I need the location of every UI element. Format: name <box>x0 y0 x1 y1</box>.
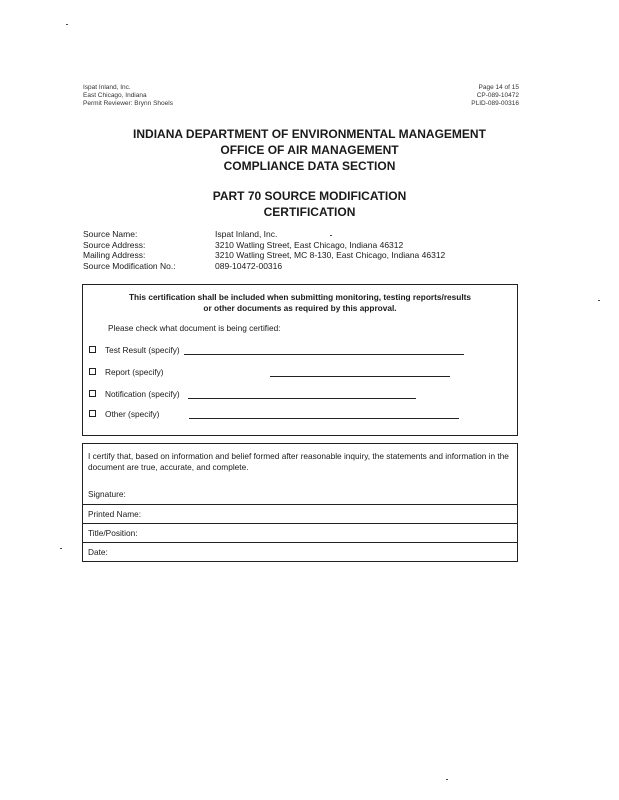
option-label: Other (specify) <box>105 409 160 419</box>
info-label: Source Modification No.: <box>83 260 176 271</box>
title-line: OFFICE OF AIR MANAGEMENT <box>220 143 399 157</box>
header-reviewer: Permit Reviewer: Brynn Shoels <box>83 100 173 107</box>
option-label: Test Result (specify) <box>105 345 180 355</box>
title-position-field[interactable]: Title/Position: <box>83 523 517 542</box>
printed-name-field[interactable]: Printed Name: <box>83 504 517 523</box>
specify-line[interactable] <box>270 367 450 377</box>
agency-title <box>0 126 619 174</box>
option-notification[interactable] <box>89 389 416 399</box>
info-value: Ispat Inland, Inc. <box>215 229 278 239</box>
checkbox[interactable] <box>89 410 96 417</box>
mailing-address-row <box>83 250 445 261</box>
header-right <box>471 84 519 108</box>
info-value: 3210 Watling Street, MC 8-130, East Chicago, Indiana 46312 <box>215 250 446 260</box>
certify-statement: I certify that, based on information and belief formed after reasonable inquiry, the statements and information in the document are true, accurate, and complete. <box>88 451 509 472</box>
specify-line[interactable] <box>189 409 459 419</box>
source-name-row <box>83 229 445 240</box>
header-location: East Chicago, Indiana <box>83 92 147 99</box>
scan-speck <box>66 24 68 25</box>
title-line: COMPLIANCE DATA SECTION <box>223 159 396 173</box>
check-prompt: Please check what document is being certified: <box>108 323 281 333</box>
specify-line[interactable] <box>184 345 464 355</box>
option-other[interactable] <box>89 409 459 419</box>
info-value: 089-10472-00316 <box>215 260 283 271</box>
option-label: Notification (specify) <box>105 389 180 399</box>
title-line: INDIANA DEPARTMENT OF ENVIRONMENTAL MANAGEMENT <box>133 127 486 141</box>
modification-no-row <box>83 261 445 272</box>
notice-line: or other documents as required by this approval. <box>203 303 397 313</box>
subtitle-line: PART 70 SOURCE MODIFICATION <box>212 189 407 203</box>
info-label: Source Address: <box>83 239 146 250</box>
source-address-row <box>83 240 445 251</box>
checkbox[interactable] <box>89 368 96 375</box>
info-label: Mailing Address: <box>83 250 146 260</box>
signature-field[interactable]: Signature: <box>88 489 126 499</box>
specify-line[interactable] <box>188 389 416 399</box>
scan-speck <box>60 548 62 549</box>
certification-box <box>82 443 518 562</box>
document-type-box <box>82 284 518 436</box>
scan-speck <box>598 300 600 301</box>
certification-notice <box>83 292 517 314</box>
header-source-name: Ispat Inland, Inc. <box>83 84 131 91</box>
option-report[interactable] <box>89 367 450 377</box>
checkbox[interactable] <box>89 390 96 397</box>
header-left <box>83 84 173 108</box>
checkbox[interactable] <box>89 346 96 353</box>
scan-speck <box>330 235 332 236</box>
plant-id: PLID-089-00316 <box>471 100 519 107</box>
form-title <box>0 188 619 220</box>
option-test-result[interactable] <box>89 345 464 355</box>
page-number: Page 14 of 15 <box>478 84 519 91</box>
info-label: Source Name: <box>83 229 138 239</box>
option-label: Report (specify) <box>105 367 164 377</box>
scan-speck <box>446 779 448 780</box>
notice-line: This certification shall be included when submitting monitoring, testing reports/results <box>128 292 472 302</box>
subtitle-line: CERTIFICATION <box>263 205 356 219</box>
info-value: 3210 Watling Street, East Chicago, Indiana 46312 <box>215 239 404 250</box>
permit-number: CP-089-10472 <box>476 92 519 99</box>
source-info <box>83 229 445 271</box>
date-field[interactable]: Date: <box>83 542 517 562</box>
